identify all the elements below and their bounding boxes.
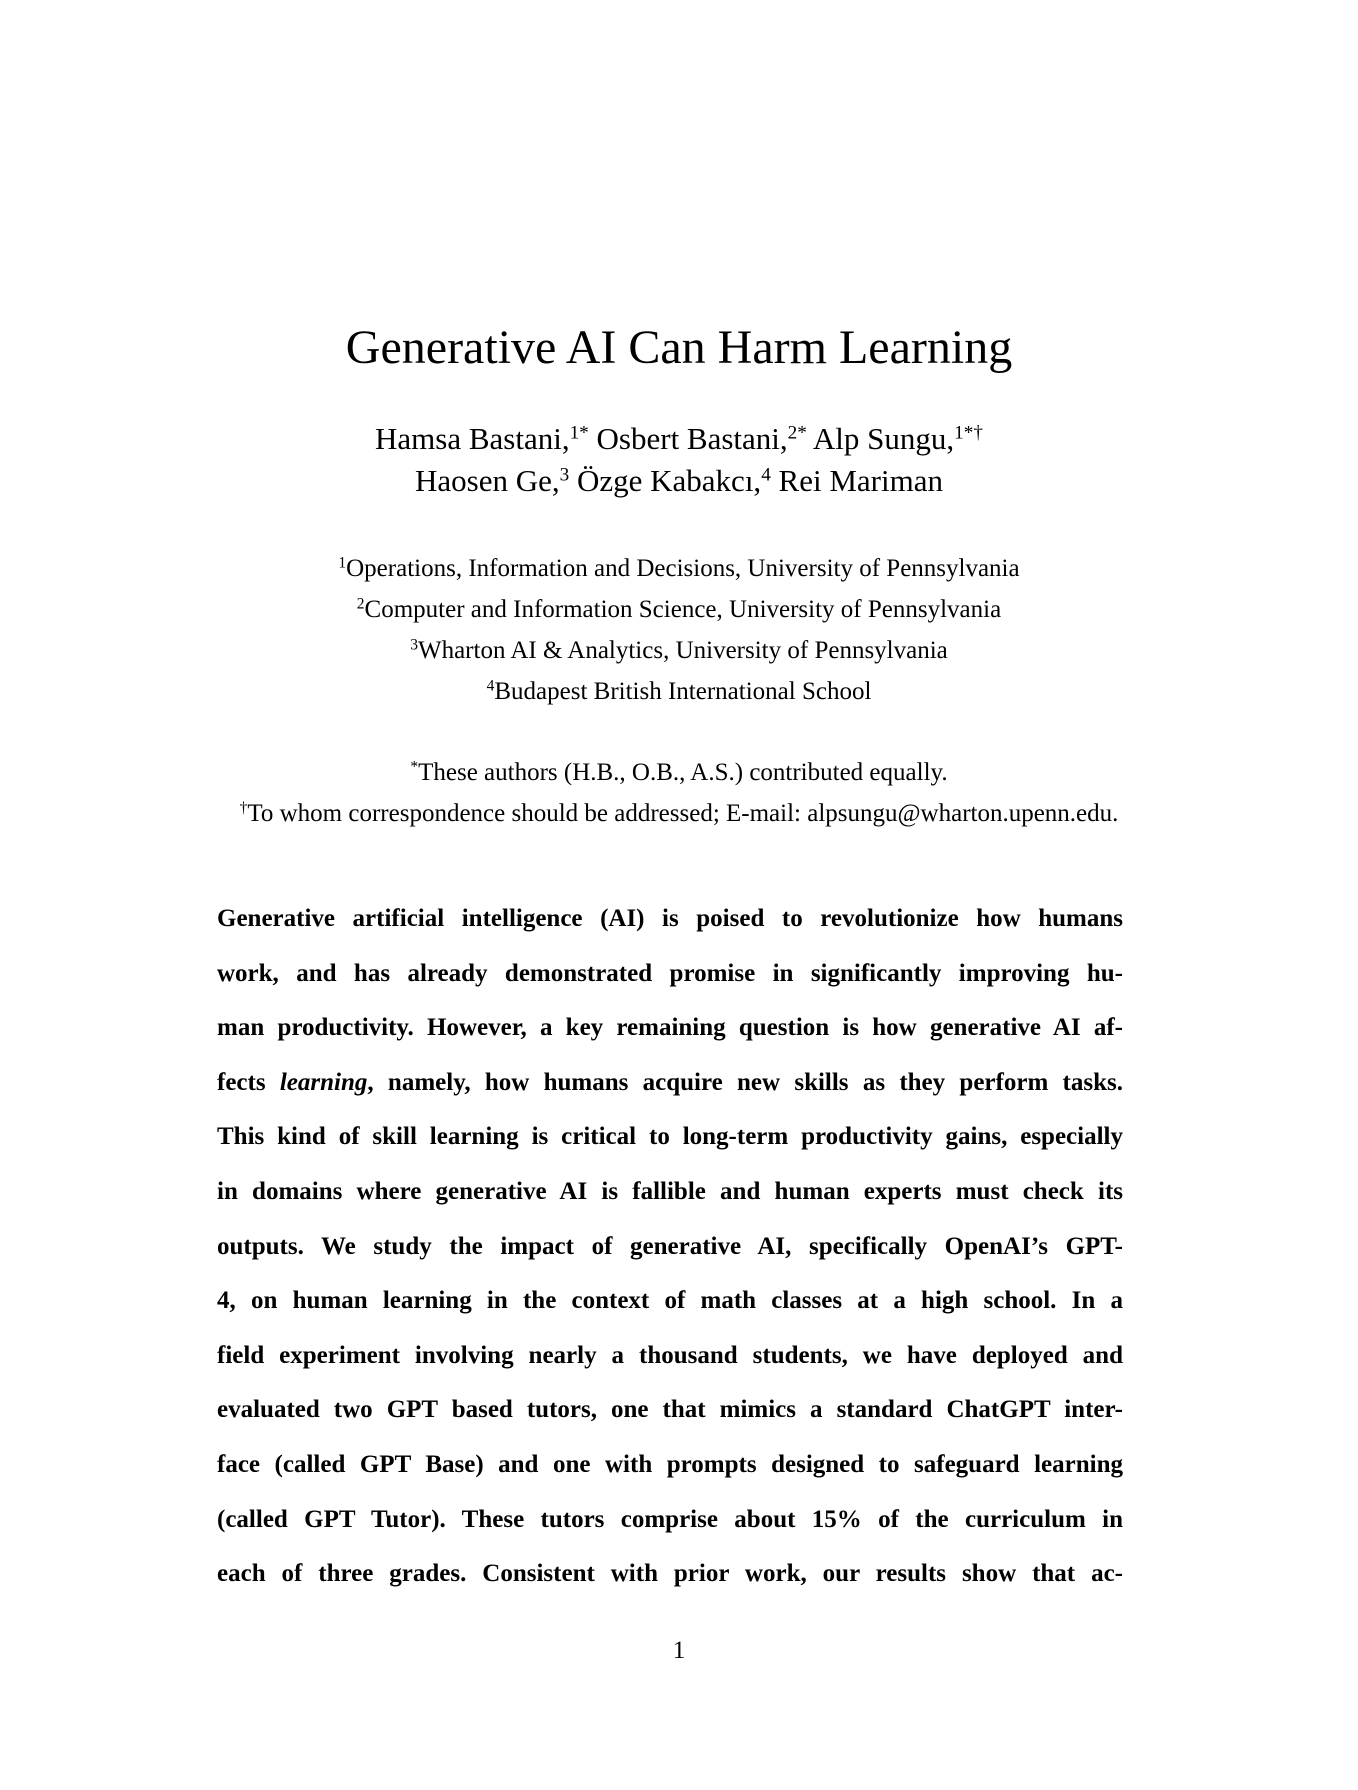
author-name: Haosen Ge,$^3$ — [415, 463, 570, 498]
abstract — [217, 892, 1123, 1602]
abstract-line: Generative artificial intelligence (AI) is poised to revolutionize how humans — [217, 905, 1123, 932]
abstract-line: 4, on human learning in the context of math classes at a high school. In a — [217, 1287, 1123, 1315]
page-number: 1 — [672, 1637, 686, 1664]
author-name: Rei Mariman — [778, 463, 943, 498]
affiliation: $^3$Wharton AI & Analytics, University of Pennsylvania — [410, 636, 948, 664]
abstract-line: each of three grades. Consistent with prior work, our results show that ac- — [217, 1560, 1123, 1588]
author-notes — [0, 752, 1358, 834]
author-name: Özge Kabakcı,$^4$ — [577, 463, 771, 498]
author-name: Hamsa Bastani,$^{1*}$ — [375, 421, 589, 456]
abstract-line: evaluated two GPT based tutors, one that mimics a standard ChatGPT inter- — [217, 1396, 1123, 1424]
author-name: Osbert Bastani,$^{2*}$ — [596, 421, 807, 456]
abstract-line: fects learning, namely, how humans acquire new skills as they perform tasks. — [217, 1068, 1123, 1096]
affiliation-list — [0, 548, 1358, 712]
paper-title: Generative AI Can Harm Learning — [345, 321, 1013, 374]
abstract-line: This kind of skill learning is critical to long-term productivity gains, especially — [217, 1123, 1123, 1151]
abstract-line: work, and has already demonstrated promise in significantly improving hu- — [217, 959, 1123, 987]
author-block — [0, 418, 1358, 502]
abstract-line: (called GPT Tutor). These tutors comprise about 15% of the curriculum in — [217, 1505, 1123, 1533]
author-name: Alp Sungu,$^{1*\dagger}$ — [812, 421, 983, 456]
abstract-line: in domains where generative AI is fallible and human experts must check its — [217, 1177, 1123, 1205]
correspondence-note: †To whom correspondence should be addressed; E-mail: alpsungu@wharton.upenn.edu. — [239, 799, 1119, 827]
abstract-line: field experiment involving nearly a thousand students, we have deployed and — [217, 1341, 1123, 1369]
author-line-2 — [0, 460, 1358, 502]
abstract-line: outputs. We study the impact of generative AI, specifically OpenAI’s GPT- — [217, 1232, 1123, 1260]
author-line-1 — [0, 418, 1358, 460]
abstract-line: man productivity. However, a key remaining question is how generative AI af- — [217, 1014, 1123, 1042]
affiliation: $^2$Computer and Information Science, University of Pennsylvania — [356, 595, 1002, 623]
affiliation: $^4$Budapest British International School — [486, 677, 872, 705]
abstract-line: face (called GPT Base) and one with prompts designed to safeguard learning — [217, 1450, 1123, 1478]
emphasis-learning: learning — [279, 1068, 368, 1096]
affiliation: $^1$Operations, Information and Decisions, University of Pennsylvania — [338, 554, 1020, 582]
equal-contribution-note: *These authors (H.B., O.B., A.S.) contributed equally. — [410, 758, 948, 786]
